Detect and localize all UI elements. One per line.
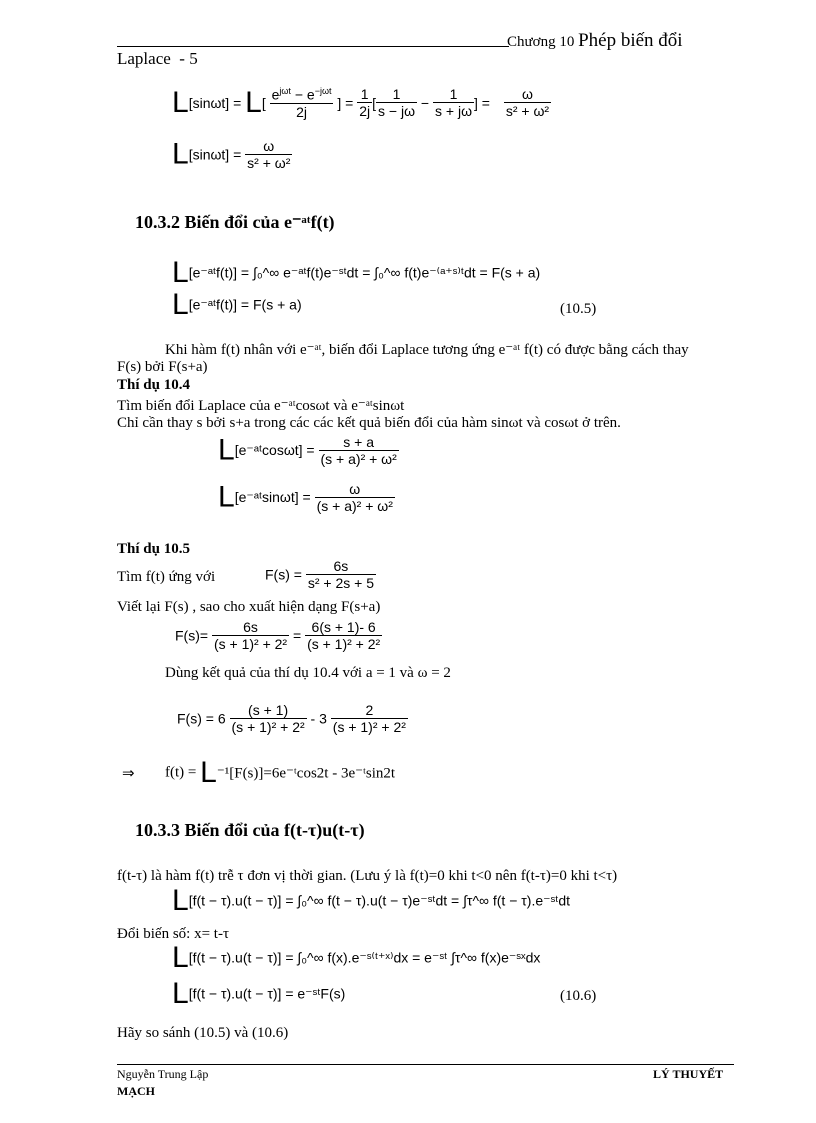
example-105-line-1: Tìm f(t) ứng với: [117, 569, 216, 585]
eq-sin-1: L[sinωt] = L[ $\frac{e^{j\omega t} - e^{-j\omega t}}{2j}$ ] = $\frac{1}{2j}$ [ $\frac{1}{s - j\omega}$ − $\frac{1}{s + j\omega}$ ] = $\frac{\omega}{\text{s² + ω²}}$: [172, 85, 550, 120]
eq-delay-3: L[f(t − τ).u(t − τ)] = e⁻ˢᵗF(s): [172, 977, 346, 1010]
example-104-line-1: Tìm biến đổi Laplace của e⁻ᵃᵗcosωt và e⁻ᵃᵗsinωt: [117, 398, 405, 414]
example-105-line-2: Viết lại F(s) , sao cho xuất hiện dạng F(s+a): [117, 599, 381, 615]
eq-number-106: (10.6): [560, 988, 597, 1004]
section-heading-1033: 10.3.3 Biến đổi của f(t-τ)u(t-τ): [135, 820, 365, 840]
paragraph-1-cont: F(s) bởi F(s+a): [117, 359, 208, 375]
paragraph-3: Đổi biến số: x= t-τ: [117, 926, 229, 942]
header-chapter-cont: Laplace - 5: [117, 49, 198, 68]
example-104-line-2: Chỉ cần thay s bởi s+a trong các các kết quả biến đổi của hàm sinωt và cosωt ở trên.: [117, 415, 621, 431]
footer-subject-cont: MẠCH: [117, 1084, 155, 1098]
eq-sin-2: L[sinωt] = $\frac{\omega}{\text{s² + ω²}}$: [172, 137, 291, 171]
eq-F-rewrite: F(s)= $\frac{6s}{\text{(s + 1)² + 2²}}$ = $\frac{6(s + 1)- 6}{\text{(s + 1)² + 2²}}$: [175, 619, 381, 652]
eq-F-split: F(s) = 6 $\frac{(s + 1)}{\text{(s + 1)² + 2²}}$ - 3 $\frac{2}{\text{(s + 1)² + 2²}}$: [177, 702, 406, 735]
eq-exp-cos: L[e⁻ᵃᵗcosωt] = $\frac{s + a}{\text{(s + a)² + ω²}}$: [218, 433, 397, 467]
header-rule: [117, 46, 509, 47]
example-105-title: Thí dụ 10.5: [117, 541, 190, 557]
eq-number-105: (10.5): [560, 301, 597, 317]
paragraph-2: f(t-τ) là hàm f(t) trễ τ đơn vị thời gian. (Lưu ý là f(t)=0 khi t<0 nên f(t-τ)=0 khi t<τ): [117, 868, 618, 884]
header-chapter: Chương 10 Phép biến đổi: [507, 30, 683, 51]
section-heading-1032: 10.3.2 Biến đổi của e⁻ᵃᵗf(t): [135, 212, 335, 232]
implies-arrow: ⇒: [122, 766, 135, 782]
footer-rule: [117, 1064, 734, 1065]
eq-delay-2: L[f(t − τ).u(t − τ)] = ∫₀^∞ f(x).e⁻ˢ⁽ᵗ⁺ˣ⁾dx = e⁻ˢᵗ ∫τ^∞ f(x)e⁻ˢˣdx: [172, 941, 541, 974]
eq-shift-1: L[e⁻ᵃᵗf(t)] = ∫₀^∞ e⁻ᵃᵗf(t)e⁻ˢᵗdt = ∫₀^∞ f(t)e⁻⁽ᵃ⁺ˢ⁾ᵗdt = F(s + a): [172, 256, 541, 289]
eq-shift-2: L[e⁻ᵃᵗf(t)] = F(s + a): [172, 288, 302, 321]
footer-author: Nguyễn Trung Lập: [117, 1067, 209, 1081]
paragraph-4: Hãy so sánh (10.5) và (10.6): [117, 1025, 289, 1041]
example-104-title: Thí dụ 10.4: [117, 377, 190, 393]
eq-exp-sin: L[e⁻ᵃᵗsinωt] = $\frac{\omega}{\text{(s + a)² + ω²}}$: [218, 480, 393, 514]
eq-delay-1: L[f(t − τ).u(t − τ)] = ∫₀^∞ f(t − τ).u(t − τ)e⁻ˢᵗdt = ∫τ^∞ f(t − τ).e⁻ˢᵗdt: [172, 884, 571, 917]
eq-F-def: F(s) = $\frac{6s}{\text{s² + 2s + 5}}$: [265, 558, 374, 591]
eq-inverse-result: f(t) = L⁻¹[F(s)]=6e⁻ᵗcos2t - 3e⁻ᵗsin2t: [165, 756, 396, 789]
paragraph-1: Khi hàm f(t) nhân với e⁻ᵃᵗ, biến đổi Laplace tương ứng e⁻ᵃᵗ f(t) có được bằng cách thay: [165, 342, 689, 358]
example-105-line-3: Dùng kết quả của thí dụ 10.4 với a = 1 và ω = 2: [165, 665, 451, 681]
footer-subject: LÝ THUYẾT: [653, 1067, 724, 1081]
